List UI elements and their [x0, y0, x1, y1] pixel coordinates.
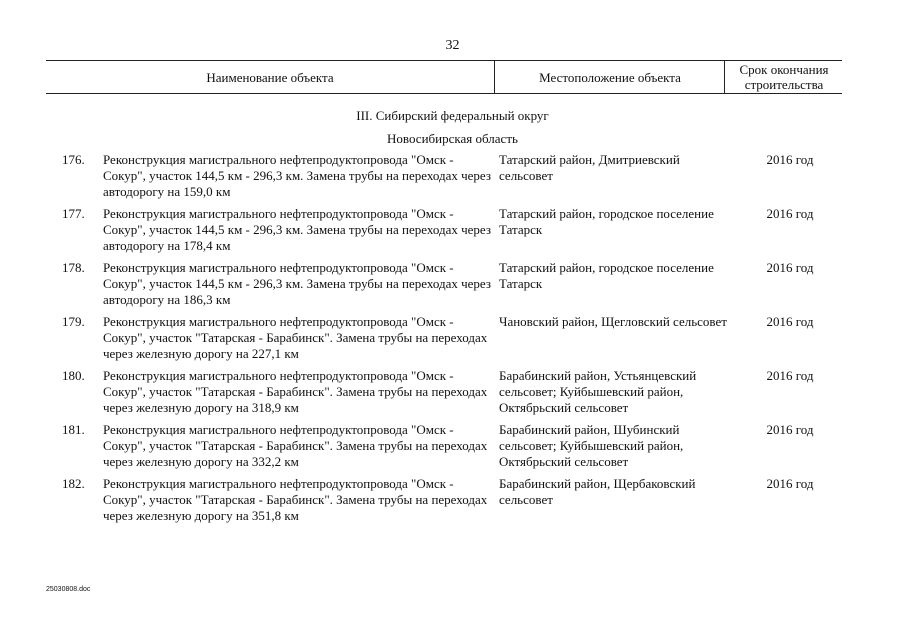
row-location: Татарский район, Дмитриевский сельсовет [499, 152, 680, 183]
row-object-name: Реконструкция магистрального нефтепродуктопровода "Омск - Сокур", участок "Татарская - Барабинск". Замена трубы на переходах через железную дорогу на 332,2 км [103, 422, 488, 469]
table-row [0, 260, 905, 314]
table-row [0, 476, 905, 530]
header-completion-term: Срок окончания строительства [724, 61, 843, 93]
row-number: 180. [62, 368, 85, 383]
row-number: 179. [62, 314, 85, 329]
row-term: 2016 год [766, 314, 814, 329]
row-term: 2016 год [766, 260, 814, 275]
table-row [0, 422, 905, 476]
header-object-name: Наименование объекта [206, 69, 334, 85]
row-number: 182. [62, 476, 85, 491]
row-number: 178. [62, 260, 85, 275]
row-object-name: Реконструкция магистрального нефтепродуктопровода "Омск - Сокур", участок "Татарская - Барабинск". Замена трубы на переходах через железную дорогу на 351,8 км [103, 476, 488, 523]
row-location: Барабинский район, Устьянцевский сельсовет; Куйбышевский район, Октябрьский сельсовет [499, 368, 697, 415]
document-filename: 25030808.doc [46, 586, 91, 593]
row-location: Татарский район, городское поселение Татарск [499, 260, 714, 291]
header-object-location: Местоположение объекта [494, 61, 725, 93]
table-row [0, 368, 905, 422]
row-location: Барабинский район, Шубинский сельсовет; Куйбышевский район, Октябрьский сельсовет [499, 422, 684, 469]
row-number: 176. [62, 152, 85, 167]
row-object-name: Реконструкция магистрального нефтепродуктопровода "Омск - Сокур", участок "Татарская - Барабинск". Замена трубы на переходах через железную дорогу на 227,1 км [103, 314, 488, 361]
table-header [46, 60, 842, 94]
row-number: 181. [62, 422, 85, 437]
page-number: 32 [445, 38, 460, 53]
table-row [0, 206, 905, 260]
table-row [0, 152, 905, 206]
row-object-name: Реконструкция магистрального нефтепродуктопровода "Омск - Сокур", участок "Татарская - Барабинск". Замена трубы на переходах через железную дорогу на 318,9 км [103, 368, 488, 415]
federal-district-heading: III. Сибирский федеральный округ [356, 108, 549, 123]
row-term: 2016 год [766, 476, 814, 491]
row-number: 177. [62, 206, 85, 221]
table-row [0, 314, 905, 368]
row-term: 2016 год [766, 368, 814, 383]
row-location: Татарский район, городское поселение Татарск [499, 206, 714, 237]
row-object-name: Реконструкция магистрального нефтепродуктопровода "Омск - Сокур", участок 144,5 км - 296,3 км. Замена трубы на переходах через автодорогу на 178,4 км [103, 206, 491, 253]
row-term: 2016 год [766, 152, 814, 167]
row-object-name: Реконструкция магистрального нефтепродуктопровода "Омск - Сокур", участок 144,5 км - 296,3 км. Замена трубы на переходах через автодорогу на 159,0 км [103, 152, 491, 199]
row-object-name: Реконструкция магистрального нефтепродуктопровода "Омск - Сокур", участок 144,5 км - 296,3 км. Замена трубы на переходах через автодорогу на 186,3 км [103, 260, 491, 307]
row-term: 2016 год [766, 422, 814, 437]
row-location: Барабинский район, Щербаковский сельсовет [499, 476, 696, 507]
row-location: Чановский район, Щегловский сельсовет [499, 314, 727, 329]
row-term: 2016 год [766, 206, 814, 221]
table-body [0, 152, 905, 530]
region-heading: Новосибирская область [387, 131, 518, 146]
